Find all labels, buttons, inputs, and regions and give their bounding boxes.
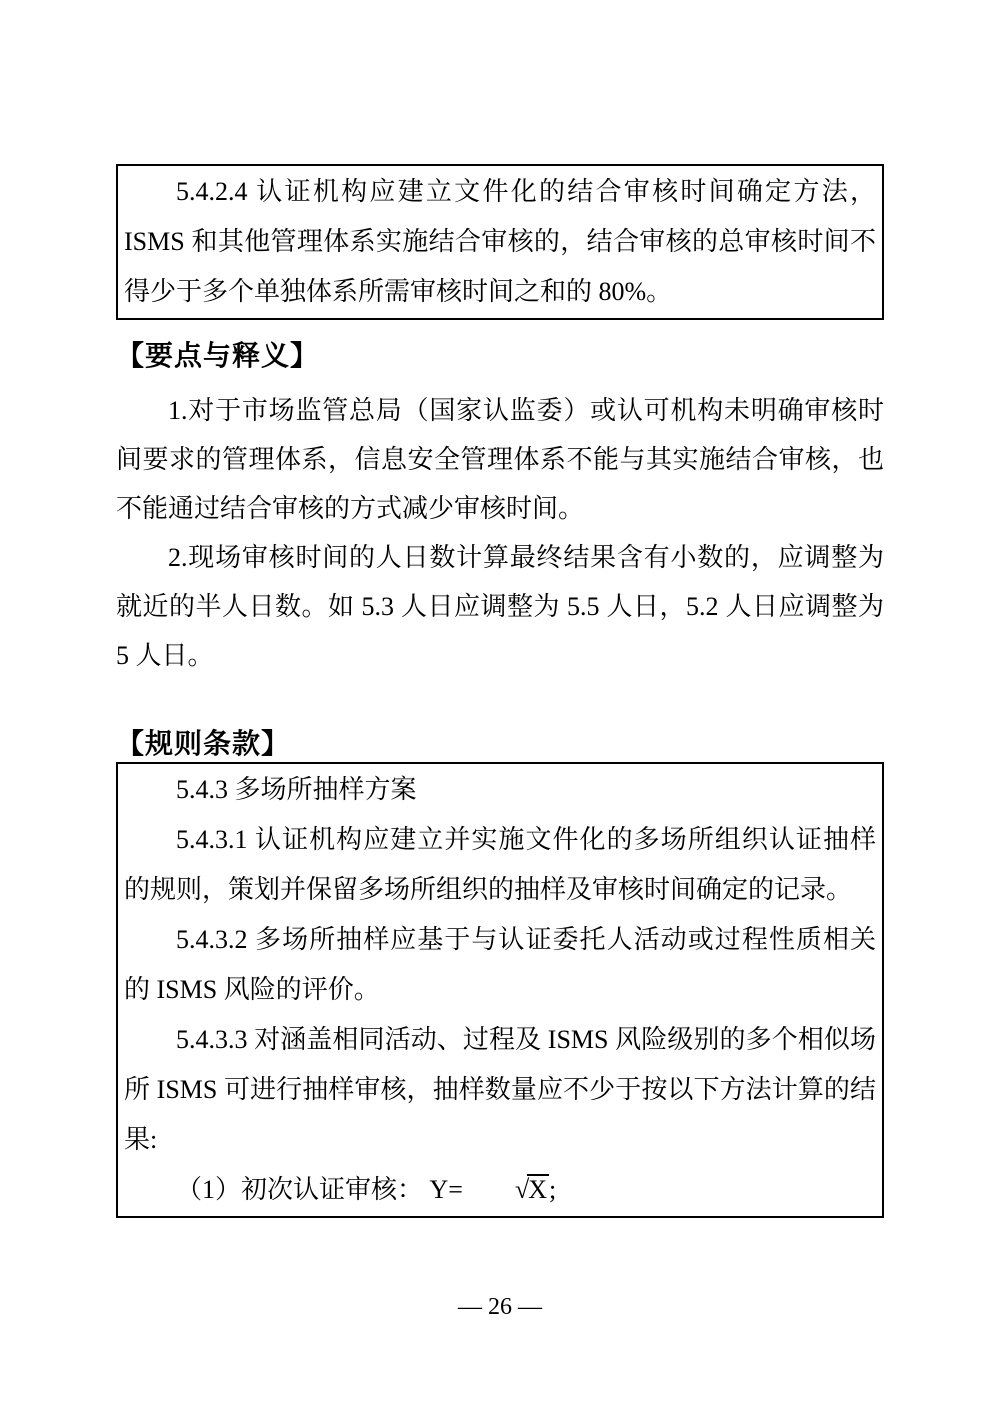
rule-5-4-3-2-text: 5.4.3.2 多场所抽样应基于与认证委托人活动或过程性质相关的 ISMS 风险的评价。 [124, 925, 876, 1004]
initial-audit-formula [124, 1165, 876, 1215]
key-points-paragraph-1: 1.对于市场监管总局（国家认监委）或认可机构未明确审核时间要求的管理体系，信息安全管理体系不能与其实施结合审核，也不能通过结合审核的方式减少审核时间。 [116, 396, 884, 523]
rule-5-4-3-1-text: 5.4.3.1 认证机构应建立并实施文件化的多场所组织认证抽样的规则，策划并保留多场所组织的抽样及审核时间确定的记录。 [124, 825, 876, 904]
rule-5-4-2-4-text: 5.4.2.4 认证机构应建立文件化的结合审核时间确定方法，ISMS 和其他管理体系实施结合审核的，结合审核的总审核时间不得少于多个单独体系所需审核时间之和的 80%。 [124, 177, 876, 306]
page-number: — 26 — [458, 1294, 542, 1320]
rule-box-5-4-2-4 [116, 164, 884, 320]
sqrt-radical-icon: √ [514, 1175, 530, 1204]
formula-radicand: X [528, 1175, 548, 1204]
key-points-paragraph-2: 2.现场审核时间的人日数计算最终结果含有小数的，应调整为就近的半人日数。如 5.3 人日应调整为 5.5 人日，5.2 人日应调整为 5 人日。 [116, 543, 884, 670]
key-points-heading: 【要点与释义】 [116, 340, 320, 371]
formula-prefix: （1）初次认证审核： Y= [176, 1175, 463, 1204]
rule-box-5-4-3 [116, 762, 884, 1218]
rule-5-4-3-title: 5.4.3 多场所抽样方案 [176, 775, 417, 804]
formula-suffix: ; [549, 1175, 557, 1204]
rule-clause-heading: 【规则条款】 [116, 728, 291, 759]
sqrt-expression [463, 1175, 549, 1204]
rule-5-4-3-3-text: 5.4.3.3 对涵盖相同活动、过程及 ISMS 风险级别的多个相似场所 ISMS 可进行抽样审核，抽样数量应不少于按以下方法计算的结果: [124, 1025, 876, 1154]
page-content [116, 164, 884, 1218]
